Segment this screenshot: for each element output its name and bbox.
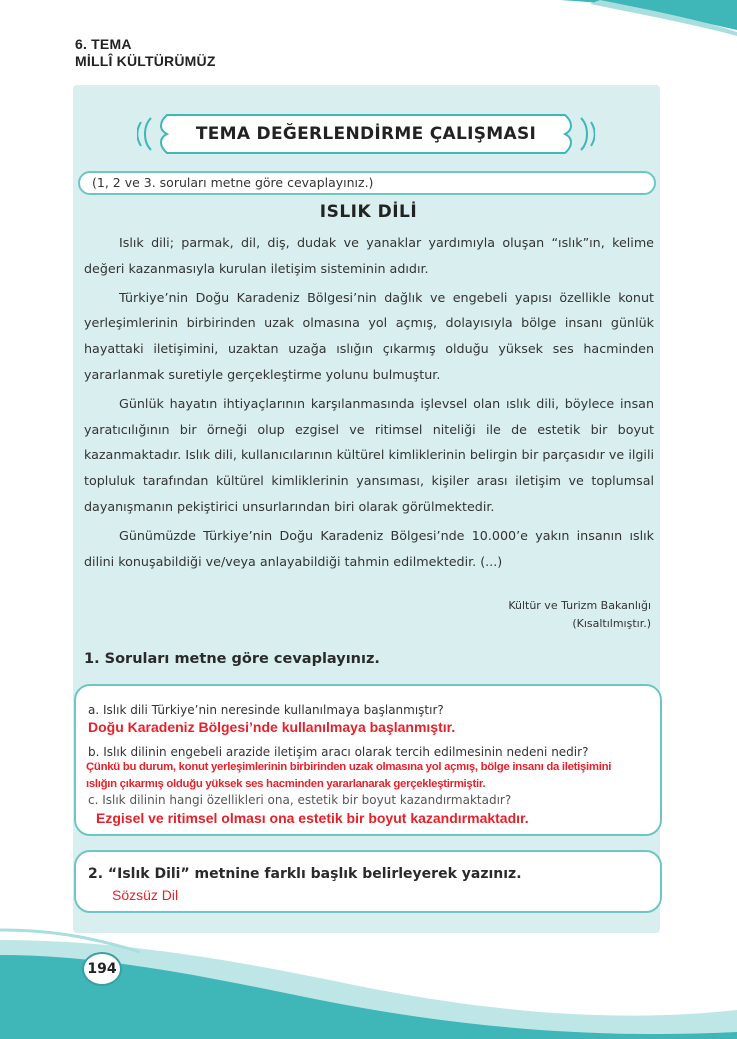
question1-heading: 1. Soruları metne göre cevaplayınız.: [84, 651, 380, 667]
question1c-answer: Ezgisel ve ritimsel olması ona estetik bir boyut kazandırmaktadır.: [96, 810, 529, 826]
article-title: ISLIK DİLİ: [319, 202, 418, 222]
question1b-text: b. Islık dilinin engebeli arazide iletişim aracı olarak tercih edilmesinin nedeni nedir?: [88, 745, 589, 759]
question1b-answer-line1: Çünkü bu durum, konut yerleşimlerinin birbirinden uzak olmasına yol açmış, bölge insanı da iletişimini: [86, 761, 612, 773]
article-paragraph: Günlük hayatın ihtiyaçlarının karşılanmasında işlevsel olan ıslık dili, böylece insan yaratıcılığının bir örneği olup ezgisel ve ritimsel niteliği ile de estetik bir boyut kazanmaktadır. Islık dili, kullanıcılarının kültürel kimliklerinin belirgin bir parçasıdır ve ilgili topluluk tarafından kültürel kimliklerinin yansıması, kişiler arası iletişim ve toplumsal dayanışmanın pekiştirici unsurlarından biri olarak görülmektedir.: [84, 395, 654, 514]
theme-name: MİLLÎ KÜLTÜRÜMÜZ: [75, 53, 216, 69]
article-source: [508, 597, 651, 633]
source-note: (Kısaltılmıştır.): [572, 617, 651, 630]
question1c-text: c. Islık dilinin hangi özellikleri ona, estetik bir boyut kazandırmaktadır?: [88, 793, 512, 807]
question2-answer: Sözsüz Dil: [112, 887, 179, 903]
question1b-answer-line2: ıslığın çıkarmış olduğu yüksek ses hacminden yararlanarak gerçekleştirmiştir.: [86, 778, 486, 790]
article-paragraph: Türkiye’nin Doğu Karadeniz Bölgesi’nin dağlık ve engebeli yapısı özellikle konut yerleşimlerinin birbirinden uzak olmasına yol açmış, dolayısıyla bölge insanı günlük hayattaki iletişimini, uzaktan uzağa ıslığın çıkarmış olduğu yüksek ses hacminden yararlanmak suretiyle gerçekleştirme yolunu bulmuştur.: [84, 289, 654, 382]
question1a-text: a. Islık dili Türkiye’nin neresinde kullanılmaya başlanmıştır?: [88, 703, 444, 717]
question2-text: 2. “Islık Dili” metnine farklı başlık belirleyerek yazınız.: [88, 866, 522, 882]
article-paragraph: Günümüzde Türkiye’nin Doğu Karadeniz Bölgesi’nde 10.000’e yakın insanın ıslık dilini konuşabildiği ve/veya anlayabildiği tahmin edilmektedir. (...): [84, 527, 654, 569]
theme-number: 6. TEMA: [75, 36, 132, 52]
article-paragraph: Islık dili; parmak, dil, diş, dudak ve yanaklar yardımıyla oluşan “ıslık”ın, kelime değeri kazanmasıyla kurulan iletişim sisteminin adıdır.: [84, 235, 654, 276]
source-name: Kültür ve Turizm Bakanlığı: [508, 599, 651, 612]
page-number: 194: [82, 952, 122, 986]
instruction-text: (1, 2 ve 3. soruları metne göre cevaplayınız.): [78, 171, 656, 195]
banner-title: TEMA DEĞERLENDİRME ÇALIŞMASI: [195, 124, 537, 144]
question1a-answer: Doğu Karadeniz Bölgesi’nde kullanılmaya başlanmıştır.: [88, 719, 456, 735]
theme-header: [75, 36, 216, 70]
article-body: [84, 230, 654, 577]
